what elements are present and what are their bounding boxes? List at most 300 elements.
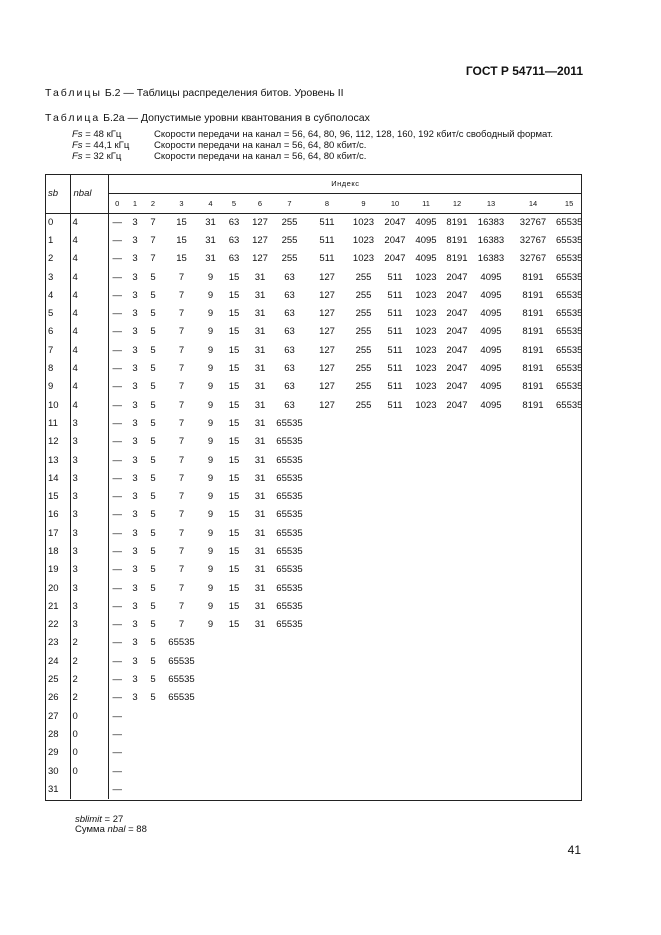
table-cell	[380, 579, 410, 597]
table-cell	[307, 597, 347, 615]
table-cell	[510, 542, 556, 560]
table-cell: 1023	[352, 234, 375, 246]
nbal-cell: 4	[70, 341, 108, 359]
table-cell: 3	[132, 271, 138, 283]
table-cell	[556, 433, 582, 451]
table-cell	[510, 506, 556, 524]
table-cell: 1023	[415, 326, 437, 338]
table-cell	[220, 634, 248, 652]
table-cell	[472, 506, 510, 524]
table-cell	[442, 689, 472, 707]
table-cell: 3	[132, 417, 138, 429]
table-cell: 9	[207, 308, 214, 320]
table-cell	[307, 670, 347, 688]
table-cell	[220, 652, 248, 670]
table-row	[45, 469, 582, 487]
sb-cell: 2	[45, 250, 70, 268]
table-cell: 31	[254, 399, 266, 411]
table-cell: 9	[207, 619, 214, 631]
table-cell	[272, 725, 307, 743]
table-cell: 255	[355, 271, 372, 283]
table-cell: 8191	[446, 234, 468, 246]
table-cell	[556, 725, 582, 743]
sb-cell: 20	[45, 579, 70, 597]
nbal-cell: 0	[70, 762, 108, 780]
table-cell	[347, 561, 380, 579]
sb-cell: 21	[45, 597, 70, 615]
table-cell: 31	[254, 344, 266, 356]
table-cell	[144, 762, 162, 780]
table-cell	[380, 689, 410, 707]
table-cell: 4095	[415, 253, 437, 265]
table-cell	[248, 634, 272, 652]
table-cell: 4095	[480, 289, 502, 301]
nbal-cell: 4	[70, 213, 108, 231]
table-cell	[380, 414, 410, 432]
table-cell	[248, 762, 272, 780]
table-cell: 5	[150, 472, 156, 484]
table-cell	[410, 561, 442, 579]
table-cell	[307, 634, 347, 652]
table-cell	[556, 780, 582, 798]
sb-cell: 9	[45, 378, 70, 396]
table-cell: 9	[207, 436, 214, 448]
sb-cell: 22	[45, 616, 70, 634]
sb-cell: 23	[45, 634, 70, 652]
table-cell	[201, 725, 220, 743]
table-cell: 15	[228, 509, 240, 521]
table-cell: 3	[132, 545, 138, 557]
table-cell: 15	[228, 271, 240, 283]
table-cell: 15	[228, 381, 240, 393]
table-cell	[272, 707, 307, 725]
table-cell: 31	[254, 600, 266, 612]
table-cell: 63	[284, 308, 295, 320]
table-cell: 3	[132, 674, 138, 686]
table-cell	[472, 707, 510, 725]
table-cell	[410, 542, 442, 560]
table-cell: 3	[132, 253, 138, 265]
table-cell: 3	[132, 655, 138, 667]
table-cell	[510, 725, 556, 743]
table-cell	[307, 725, 347, 743]
table-cell: 5	[150, 655, 156, 667]
table-cell	[307, 707, 347, 725]
table-cell: —	[112, 381, 122, 393]
fs-value: = 48 кГц	[82, 129, 122, 140]
table-cell: 4095	[480, 399, 502, 411]
table-cell: 16383	[477, 253, 505, 265]
table-cell: 3	[132, 692, 138, 704]
sb-cell: 27	[45, 707, 70, 725]
table-cell	[556, 579, 582, 597]
table-cell: —	[112, 765, 122, 777]
sb-cell: 16	[45, 506, 70, 524]
table-cell	[201, 707, 220, 725]
table-cell	[248, 744, 272, 762]
table-cell	[472, 616, 510, 634]
table-cell	[347, 762, 380, 780]
table-cell: 15	[228, 582, 240, 594]
table-cell: 5	[150, 289, 156, 301]
sum-var: nbal	[107, 824, 126, 835]
nbal-cell: 3	[70, 414, 108, 432]
table-cell	[442, 670, 472, 688]
table-cell: —	[112, 344, 122, 356]
table-cell	[220, 689, 248, 707]
table-cell: 9	[207, 454, 214, 466]
quantization-table	[45, 174, 582, 799]
table-cell	[201, 670, 220, 688]
nbal-cell: 3	[70, 469, 108, 487]
table-cell: 65535	[276, 545, 303, 557]
table-cell: 31	[205, 234, 216, 246]
table-cell: 7	[150, 234, 156, 246]
table-cell	[472, 762, 510, 780]
table-cell: 5	[150, 619, 156, 631]
table-cell: 9	[207, 491, 214, 503]
table-cell	[442, 744, 472, 762]
table-cell	[442, 616, 472, 634]
table-cell: 65535	[276, 417, 303, 429]
table-cell	[410, 707, 442, 725]
table-cell	[307, 561, 347, 579]
table-cell: 7	[178, 381, 185, 393]
table-cell: 63	[228, 234, 240, 246]
table-cell: 1023	[415, 308, 437, 320]
table-cell: 65535	[276, 582, 303, 594]
table-cell	[380, 597, 410, 615]
table-b2a-caption	[45, 112, 370, 124]
table-cell	[472, 670, 510, 688]
table-cell: 7	[178, 271, 185, 283]
table-cell	[347, 433, 380, 451]
table-cell	[201, 780, 220, 798]
table-cell	[201, 652, 220, 670]
table-cell: 65535	[556, 253, 583, 265]
table-cell	[347, 725, 380, 743]
table-cell	[442, 433, 472, 451]
table-cell	[347, 689, 380, 707]
table-cell	[410, 469, 442, 487]
table-cell: 8191	[446, 216, 468, 228]
table-cell	[472, 414, 510, 432]
table-cell	[510, 451, 556, 469]
index-column-header: 12	[442, 193, 472, 213]
table-cell: —	[112, 728, 122, 740]
table-cell: 9	[207, 509, 214, 521]
table-cell: 1023	[415, 289, 437, 301]
fs-line	[72, 151, 553, 162]
table-cell: 5	[150, 692, 156, 704]
table-cell: 255	[355, 326, 372, 338]
table-cell: 4095	[415, 234, 437, 246]
table-cell: 65535	[168, 692, 195, 704]
table-cell: 3	[132, 472, 138, 484]
table-cell: 3	[132, 289, 138, 301]
table-cell	[510, 707, 556, 725]
table-cell	[410, 634, 442, 652]
table-cell	[556, 652, 582, 670]
table-cell	[307, 506, 347, 524]
table-cell	[410, 579, 442, 597]
table-cell: 65535	[556, 234, 583, 246]
sb-cell: 13	[45, 451, 70, 469]
table-cell	[380, 707, 410, 725]
table-cell: 2047	[446, 289, 468, 301]
table-cell	[472, 487, 510, 505]
table-cell: —	[112, 674, 122, 686]
table-cell	[510, 689, 556, 707]
table-cell	[472, 542, 510, 560]
table-cell: 3	[132, 399, 138, 411]
table-cell: 2047	[446, 399, 468, 411]
table-cell	[201, 744, 220, 762]
table-cell: 65535	[276, 509, 303, 521]
table-cell: 511	[319, 216, 335, 228]
table-cell	[347, 707, 380, 725]
table-cell	[442, 506, 472, 524]
table-cell: 9	[207, 417, 214, 429]
table-cell	[510, 652, 556, 670]
nbal-cell: 3	[70, 561, 108, 579]
table-cell	[472, 725, 510, 743]
table-cell	[442, 542, 472, 560]
table-cell: 8191	[522, 399, 544, 411]
table-cell: 2047	[446, 344, 468, 356]
table-cell	[556, 707, 582, 725]
table-cell: 7	[178, 308, 185, 320]
table-cell: 7	[178, 454, 185, 466]
table-cell	[556, 670, 582, 688]
nbal-cell: 4	[70, 286, 108, 304]
table-cell	[248, 670, 272, 688]
table-cell: 16383	[477, 216, 505, 228]
table-cell: 255	[281, 216, 298, 228]
table-cell: 127	[252, 216, 268, 228]
table-cell	[162, 744, 201, 762]
table-cell: 3	[132, 509, 138, 521]
table-cell: 3	[132, 637, 138, 649]
table-cell: 511	[387, 399, 403, 411]
table-cell: 31	[254, 289, 266, 301]
table-cell	[510, 744, 556, 762]
table-cell: 1023	[352, 253, 375, 265]
table-cell: 9	[207, 326, 214, 338]
table-cell	[307, 762, 347, 780]
table-cell	[410, 670, 442, 688]
table-cell: 5	[150, 582, 156, 594]
table-cell	[220, 780, 248, 798]
table-cell: —	[112, 454, 122, 466]
table-cell: 31	[205, 253, 216, 265]
table-cell: 2047	[446, 381, 468, 393]
table-cell: 9	[207, 582, 214, 594]
table-cell	[144, 707, 162, 725]
table-row	[45, 689, 582, 707]
table-cell	[144, 744, 162, 762]
table-cell: 3	[132, 454, 138, 466]
table-cell	[307, 689, 347, 707]
table-cell: —	[112, 216, 122, 228]
sum-prefix: Сумма	[75, 824, 108, 835]
nbal-cell: 0	[70, 707, 108, 725]
table-cell	[556, 451, 582, 469]
table-cell: 9	[207, 344, 214, 356]
table-cell: —	[112, 472, 122, 484]
table-row	[45, 652, 582, 670]
table-cell: 255	[355, 344, 372, 356]
sb-cell: 14	[45, 469, 70, 487]
table-cell	[556, 561, 582, 579]
table-cell: 15	[228, 308, 240, 320]
table-cell	[272, 670, 307, 688]
table-cell	[201, 634, 220, 652]
table-row	[45, 359, 582, 377]
nbal-cell: 3	[70, 616, 108, 634]
table-cell: 511	[387, 326, 403, 338]
table-row	[45, 579, 582, 597]
nbal-cell: 3	[70, 579, 108, 597]
table-row	[45, 213, 582, 231]
fs-value: = 32 кГц	[82, 151, 122, 162]
table-cell: 63	[284, 344, 295, 356]
table-cell: 63	[284, 326, 295, 338]
index-column-header: 5	[220, 193, 248, 213]
table-row	[45, 414, 582, 432]
table-cell	[380, 542, 410, 560]
table-cell: 15	[228, 472, 240, 484]
table-cell: 511	[387, 271, 403, 283]
table-cell: —	[112, 399, 122, 411]
table-cell	[510, 469, 556, 487]
table-row	[45, 542, 582, 560]
table-cell	[380, 451, 410, 469]
nbal-cell	[70, 780, 108, 798]
sblimit-var: sblimit	[75, 814, 102, 825]
table-cell	[510, 597, 556, 615]
table-cell: 5	[150, 381, 156, 393]
table-cell	[442, 451, 472, 469]
table-cell: 16383	[477, 234, 505, 246]
table-cell	[410, 524, 442, 542]
table-cell	[380, 433, 410, 451]
table-cell	[410, 597, 442, 615]
table-cell	[307, 579, 347, 597]
table-cell: 8191	[522, 344, 544, 356]
table-cell: 4095	[415, 216, 437, 228]
table-cell: —	[112, 234, 122, 246]
table-cell: 255	[355, 308, 372, 320]
table-cell	[410, 506, 442, 524]
fs-value: = 44,1 кГц	[82, 140, 130, 151]
table-cell: 32767	[519, 253, 547, 265]
table-cell: —	[112, 619, 122, 631]
table-cell: 8191	[522, 326, 544, 338]
table-cell	[307, 652, 347, 670]
nbal-cell: 3	[70, 524, 108, 542]
table-cell: 7	[178, 491, 185, 503]
table-cell: 127	[319, 344, 335, 356]
index-column-header: 9	[347, 193, 380, 213]
fs-text: Скорости передачи на канал = 56, 64, 80 кбит/с.	[154, 151, 367, 162]
sb-cell: 0	[45, 213, 70, 231]
table-cell	[380, 524, 410, 542]
table-cell: 127	[319, 381, 335, 393]
table-cell	[380, 744, 410, 762]
index-column-header: 4	[201, 193, 220, 213]
table-row	[45, 524, 582, 542]
table-cell: 8191	[522, 271, 544, 283]
table-cell: 31	[254, 491, 266, 503]
table-cell: 1023	[415, 381, 437, 393]
table-cell	[410, 616, 442, 634]
table-cell	[556, 689, 582, 707]
sb-cell: 18	[45, 542, 70, 560]
table-cell: 1023	[352, 216, 375, 228]
nbal-cell: 2	[70, 652, 108, 670]
table-row	[45, 597, 582, 615]
table-row	[45, 725, 582, 743]
fs-var: Fs	[72, 151, 83, 162]
table-cell: 15	[176, 216, 187, 228]
index-column-header: 3	[162, 193, 201, 213]
table-cell	[347, 780, 380, 798]
table-cell	[472, 561, 510, 579]
table-cell: 511	[387, 344, 403, 356]
table-cell: 8191	[446, 253, 468, 265]
sb-cell: 3	[45, 268, 70, 286]
table-cell	[510, 414, 556, 432]
table-cell: 3	[132, 600, 138, 612]
table-cell: 255	[281, 234, 298, 246]
table-cell: 5	[150, 363, 156, 375]
table-cell	[442, 579, 472, 597]
table-cell: 65535	[556, 399, 583, 411]
table-cell: 2047	[446, 326, 468, 338]
table-cell	[380, 725, 410, 743]
table-cell	[442, 597, 472, 615]
table-cell: 15	[228, 454, 240, 466]
nbal-cell: 3	[70, 597, 108, 615]
table-cell	[472, 579, 510, 597]
table-cell	[220, 744, 248, 762]
table-cell: 15	[228, 619, 240, 631]
table-cell	[556, 414, 582, 432]
page-number: 41	[567, 843, 581, 857]
table-cell: 9	[207, 289, 214, 301]
table-cell: 3	[132, 381, 138, 393]
caption-prefix: Таблицы	[45, 87, 102, 99]
index-column-header: 14	[510, 193, 556, 213]
sum-value: = 88	[125, 824, 147, 835]
table-cell	[510, 670, 556, 688]
table-cell	[380, 652, 410, 670]
table-cell: 65535	[276, 454, 303, 466]
fs-label	[72, 129, 154, 140]
table-cell	[556, 469, 582, 487]
table-cell: 63	[284, 289, 295, 301]
table-row	[45, 286, 582, 304]
table-cell: 5	[150, 308, 156, 320]
table-cell	[162, 780, 201, 798]
table-cell: 3	[132, 619, 138, 631]
table-cell: 127	[319, 399, 335, 411]
table-cell	[162, 707, 201, 725]
table-cell	[220, 707, 248, 725]
table-cell: 4095	[480, 344, 502, 356]
table-cell: —	[112, 564, 122, 576]
